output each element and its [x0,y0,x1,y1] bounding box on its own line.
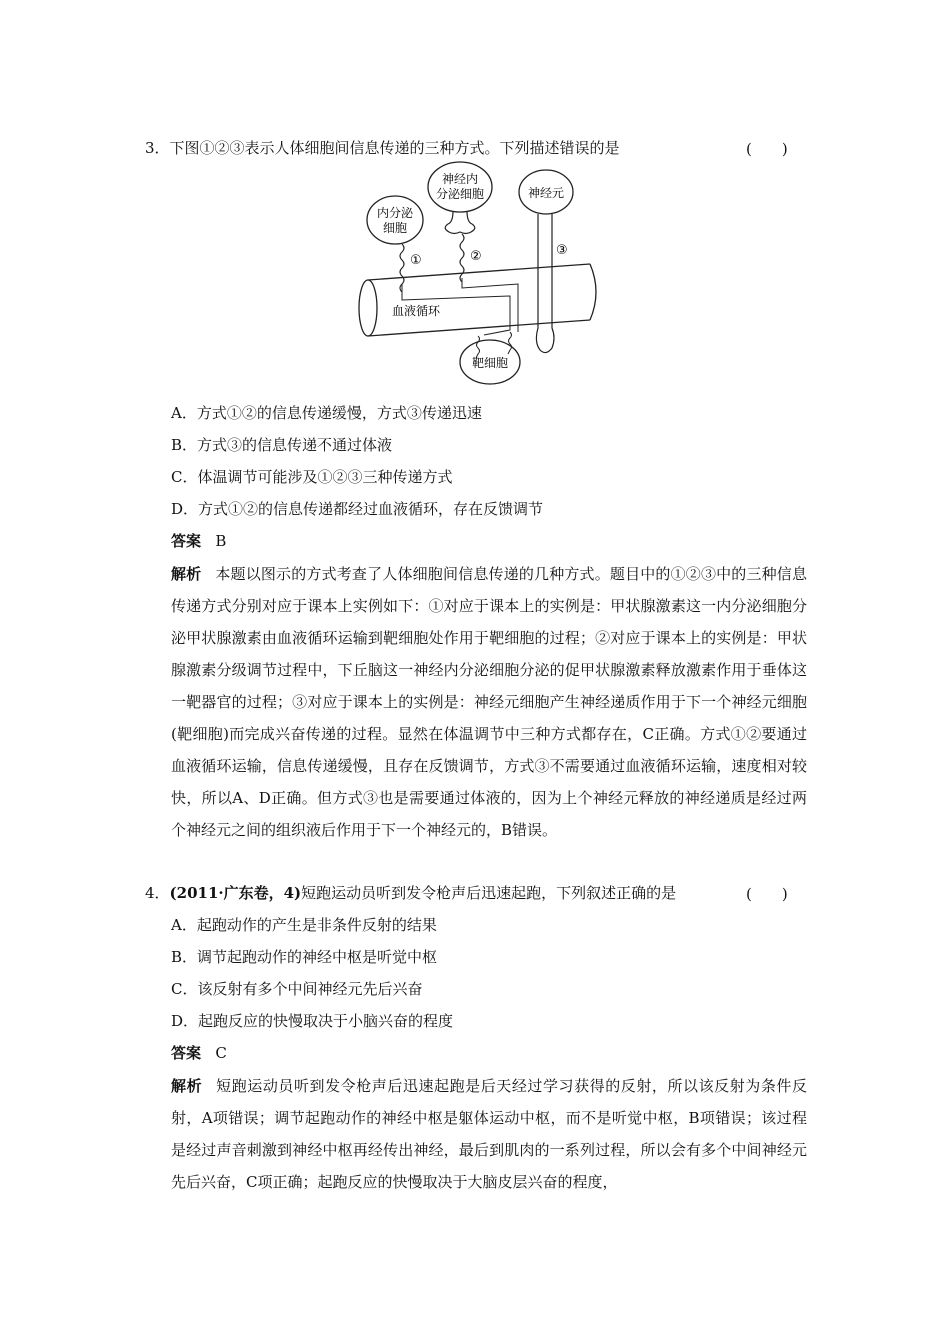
q3-number: 3． [145,139,170,157]
endocrine-label-2: 细胞 [382,221,408,235]
q3-option-c: C．体温调节可能涉及①②③三种传递方式 [171,468,453,486]
q3-analysis-label: 解析 [171,565,202,583]
q4-stem-text: 短跑运动员听到发令枪声后迅速起跑，下列叙述正确的是 [301,884,677,902]
q3-answer-paren: ( ) [746,140,788,158]
marker-1: ① [410,253,422,268]
endocrine-cell-shape [367,196,423,244]
q4-source: (2011·广东卷，4) [169,884,302,902]
q4-option-c: C．该反射有多个中间神经元先后兴奋 [171,980,423,998]
q4-answer [171,1043,227,1063]
q4-analysis-label: 解析 [171,1077,203,1095]
q3-answer-value: B [215,532,227,550]
q4-answer-value: C [215,1044,227,1062]
neuroendocrine-label-1: 神经内 [441,172,479,186]
cell-signaling-diagram [350,160,610,390]
q4-number: 4． [145,884,170,902]
neuroendocrine-label-2: 分泌细胞 [435,187,485,201]
q3-analysis [171,558,807,878]
blood-circulation-label: 血液循环 [392,304,441,318]
q3-option-d: D．方式①②的信息传递都经过血液循环，存在反馈调节 [171,500,544,518]
q4-stem [145,883,676,903]
q3-option-a: A．方式①②的信息传递缓慢，方式③传递迅速 [171,404,482,422]
neuron-label: 神经元 [527,186,565,200]
q4-analysis [171,1070,807,1200]
q3-stem [145,138,620,158]
q4-option-a: A．起跑动作的产生是非条件反射的结果 [171,916,437,934]
q3-stem-text: 下图①②③表示人体细胞间信息传递的三种方式。下列描述错误的是 [169,139,620,157]
marker-3: ③ [556,243,568,258]
target-cell-label: 靶细胞 [471,356,509,370]
q4-answer-paren: ( ) [746,885,788,903]
q4-analysis-text: 短跑运动员听到发令枪声后迅速起跑是后天经过学习获得的反射，所以该反射为条件反射，A项错误；调节起跑动作的神经中枢是躯体运动中枢，而不是听觉中枢，B项错误；该过程是经过声音刺激到神经中枢再经传出神经，最后到肌肉的一系列过程，所以会有多个中间神经元先后兴奋，C项正确；起跑反应的快慢取决于大脑皮层兴奋的程度， [171,1077,807,1191]
marker-2: ② [470,249,482,264]
q3-answer-label: 答案 [171,532,202,550]
q4-option-b: B．调节起跑动作的神经中枢是听觉中枢 [171,948,438,966]
q4-option-d: D．起跑反应的快慢取决于小脑兴奋的程度 [171,1012,454,1030]
endocrine-label-1: 内分泌 [376,206,414,220]
q3-answer [171,531,226,551]
q4-answer-label: 答案 [171,1044,202,1062]
q3-analysis-text: 本题以图示的方式考查了人体细胞间信息传递的几种方式。题目中的①②③中的三种信息传递方式分别对应于课本上实例如下：①对应于课本上的实例是：甲状腺激素这一内分泌细胞分泌甲状腺激素由血液循环运输到靶细胞处作用于靶细胞的过程；②对应于课本上的实例是：甲状腺激素分级调节过程中，下丘脑这一神经内分泌细胞分泌的促甲状腺激素释放激素作用于垂体这一靶器官的过程；③对应于课本上的实例是：神经元细胞产生神经递质作用于下一个神经元细胞(靶细胞)而完成兴奋传递的过程。显然在体温调节中三种方式都存在，C正确。方式①②要通过血液循环运输，信息传递缓慢，且存在反馈调节，方式③不需要通过血液循环运输，速度相对较快，所以A、D正确。但方式③也是需要通过体液的，因为上个神经元释放的神经递质是经过两个神经元之间的组织液后作用于下一个神经元的，B错误。 [171,565,807,839]
q3-option-b: B．方式③的信息传递不通过体液 [171,436,393,454]
